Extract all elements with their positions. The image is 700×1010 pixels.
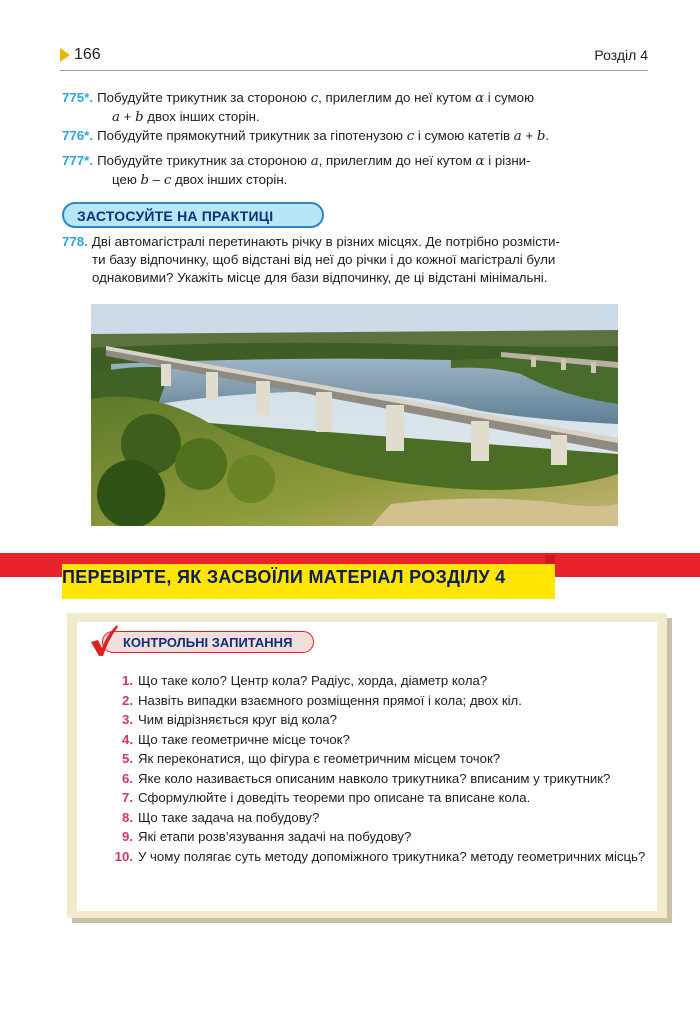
bridge-river-illustration [91,304,618,526]
task-text: і різни- [484,153,531,168]
question-text: Сформулюйте і доведіть теореми про описане та вписане кола. [138,790,531,805]
task-text: . [545,128,550,143]
math-symbol: a [112,110,120,125]
task-number: 777*. [62,153,94,168]
section-label: Розділ 4 [594,47,648,63]
question-item [113,769,649,789]
page-header [60,44,648,71]
question-item [113,827,649,847]
control-questions-panel [77,622,657,911]
question-item [113,749,649,769]
math-symbol: α [475,91,485,106]
question-text: Що таке геометричне місце точок? [138,731,350,747]
math-symbol: b [536,129,546,144]
question-number: 6. [122,770,133,786]
page-marker-triangle-icon [60,48,70,62]
math-symbol: a [513,129,522,144]
question-item [113,730,649,750]
task-number: 775*. [62,90,94,105]
task-text: , прилеглим до неї кутом [318,90,476,105]
question-item [113,788,649,808]
task-text: Побудуйте трикутник за стороною [97,90,311,105]
task-778-number: 778. [62,234,88,249]
question-number: 8. [122,809,133,825]
control-questions-box [67,613,667,918]
question-text: У чому полягає суть методу допоміжного трикутника? методу геометричних місць? [138,848,646,864]
practice-heading-badge [62,202,324,228]
review-heading: ПЕРЕВІРТЕ, ЯК ЗАСВОЇЛИ МАТЕРІАЛ РОЗДІЛУ 4 [62,567,506,587]
math-symbol: b [135,110,144,125]
task-text: цею [112,172,141,187]
task-line [62,108,648,127]
checkmark-icon [89,624,119,658]
task-778 [62,233,648,287]
bridge-river-photo [91,304,618,526]
math-symbol: c [163,173,172,188]
math-symbol: a [310,154,319,169]
control-questions-list [113,671,649,866]
task-text: + [119,109,136,124]
control-questions-badge [102,631,314,653]
math-symbol: c [310,91,319,106]
task-line [62,171,648,190]
task-text: Побудуйте трикутник за стороною [97,153,311,168]
question-number: 7. [122,790,133,805]
question-text: Що таке задача на побудову? [138,809,320,825]
page-number: 166 [74,46,101,63]
task-776 [62,127,648,146]
task-778-line-2: ти базу відпочинку, щоб відстані від неї до річки і до кожної магістралі були [92,252,556,267]
task-text: двох інших сторін. [143,109,260,124]
task-line [62,89,648,108]
question-item [113,691,649,711]
control-questions-heading: КОНТРОЛЬНІ ЗАПИТАННЯ [123,635,293,650]
question-item [113,847,649,867]
task-778-line-1: Дві автомагістралі перетинають річку в різних місцях. Де потрібно розмісти- [91,234,560,249]
task-number: 776*. [62,128,94,143]
task-text: , прилеглим до неї кутом [318,153,476,168]
question-text: Яке коло називається описаним навколо трикутника? вписаним у трикутник? [138,770,611,786]
math-symbol: α [475,154,485,169]
question-text: Як переконатися, що фігура є геометричним місцем точок? [138,751,501,766]
question-item [113,710,649,730]
task-line [62,152,648,171]
task-778-line-3: однаковими? Укажіть місце для бази відпочинку, де ці відстані мінімальні. [92,270,548,285]
question-number: 5. [122,751,133,766]
task-text: + [521,128,537,143]
math-symbol: b [140,173,150,188]
question-item [113,808,649,828]
task-text: – [149,172,164,187]
task-text: Побудуйте прямокутний трикутник за гіпотенузою [97,128,407,143]
question-text: Назвіть випадки взаємного розміщення прямої і кола; двох кіл. [138,692,522,708]
question-item [113,671,649,691]
question-text: Що таке коло? Центр кола? Радіус, хорда, діаметр кола? [138,673,488,688]
question-number: 1. [122,673,133,688]
task-text: і сумою [484,90,535,105]
task-777 [62,152,648,190]
question-number: 9. [122,829,133,844]
task-text: і сумою катетів [414,128,514,143]
question-number: 3. [122,712,133,727]
question-text: Які етапи розв’язування задачі на побудову? [138,829,412,844]
task-line [62,127,648,146]
question-text: Чим відрізняється круг від кола? [138,712,337,727]
task-text: двох інших сторін. [171,172,288,187]
task-775 [62,89,648,127]
question-number: 2. [122,692,133,708]
question-number: 4. [122,731,133,747]
practice-heading: ЗАСТОСУЙТЕ НА ПРАКТИЦІ [77,208,274,224]
math-symbol: c [406,129,415,144]
question-number: 10. [114,848,133,864]
